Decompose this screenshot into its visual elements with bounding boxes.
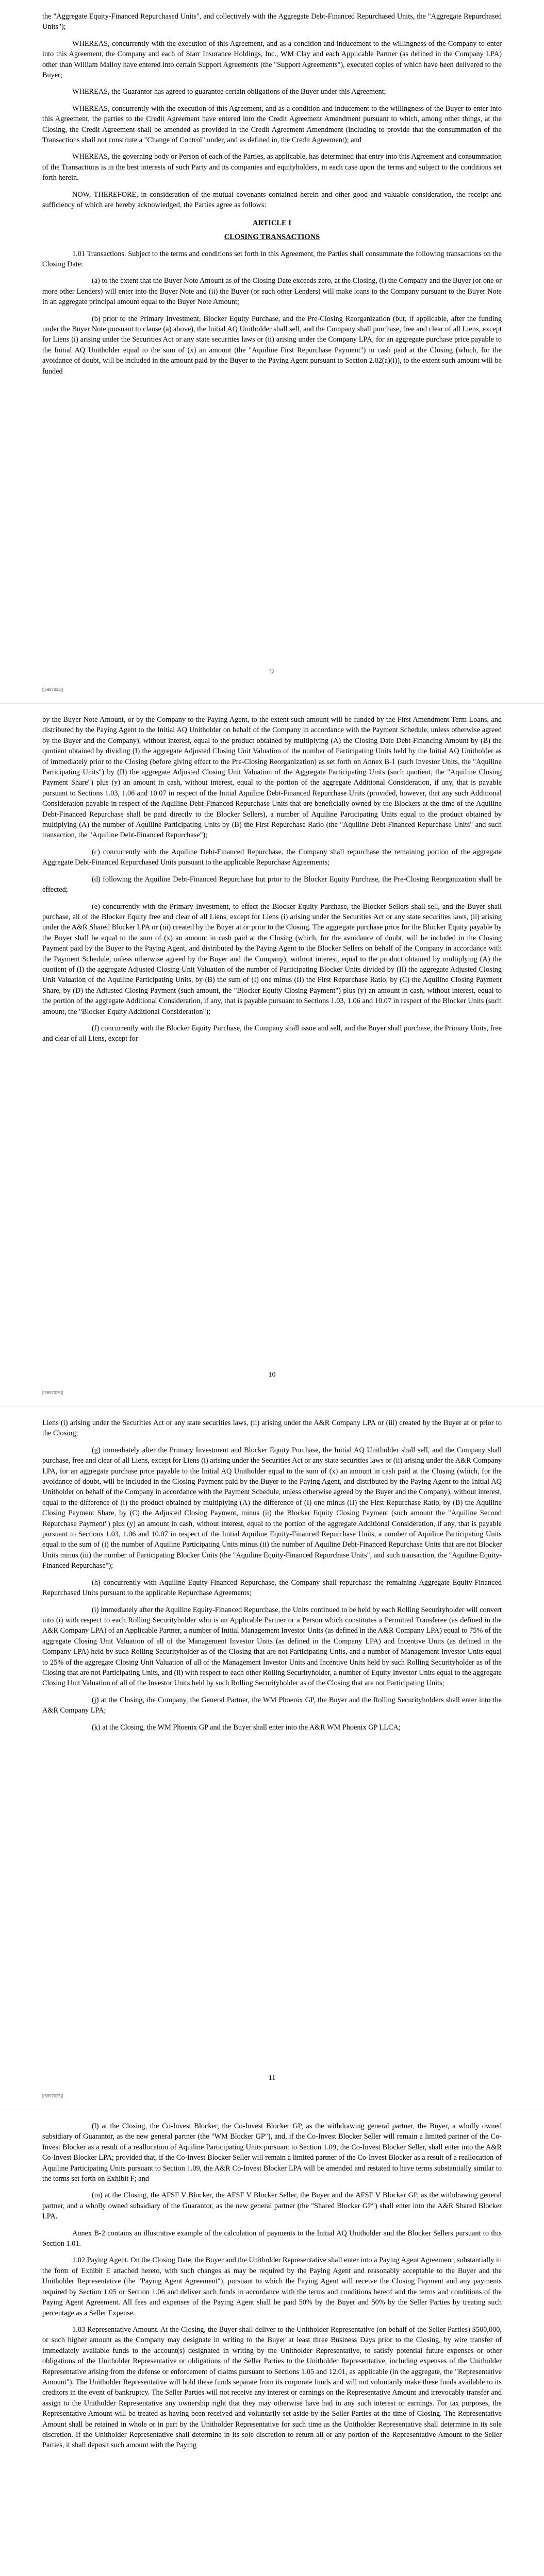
page-number: 9 — [270, 668, 274, 675]
page-10 — [0, 703, 544, 1406]
clause-c: (c) concurrently with the Aquiline Debt-Financed Repurchase, the Company shall repurchase the remaining portion of the aggregate Aggregate Debt-Financed Repurchased Units pursuant to the applicable Repurchase Agreements; — [42, 848, 502, 867]
page-11 — [0, 1406, 544, 2110]
clause-g: (g) immediately after the Primary Investment and Blocker Equity Purchase, the Initial AQ Unitholder shall sell, and the Company shall purchase, free and clear of all Liens, except for Liens (i) arising under the Securities Act or any state securities laws or (ii) arising under the A&R Company LPA, for an aggregate purchase price payable to the Initial AQ Unitholder equal to the sum of (x) an amount in cash paid at the Closing (which, for the avoidance of doubt, will be included in the Closing Payment paid by the Buyer to the Paying Agent, and distributed by the Paying Agent to the Initial AQ Unitholder on behalf of the Company in accordance with the Payment Schedule, unless otherwise agreed by the Buyer and the Company), without interest, equal to the difference of (i) the product obtained by multiplying (A) the difference of (I) one minus (II) the First Repurchase Ratio, by (B) the Aquiline Closing Payment Share, by (C) the Adjusted Closing Payment, minus (ii) the Blocker Equity Closing Payment (such amount the "Aquiline Second Repurchase Payment") plus (y) an amount in cash, without interest, equal to the portion of the aggregate Additional Consideration, if any, that is payable pursuant to Sections 1.03, 1.06 and 10.07 in respect of the Initial Aquiline Equity-Financed Repurchase Units, a number of Aquiline Participating Units equal to the sum of (i) the number of Aquiline Participating Units minus (ii) the number of Aquiline Debt-Financed Repurchase Units that are not Blocker Units minus (iii) the number of Participating Blocker Units (the "Aquiline Equity-Financed Repurchase Units", and such transaction, the "Aquiline Equity-Financed Repurchase"); — [42, 1446, 502, 1570]
paragraph-whereas-governing: WHEREAS, the governing body or Person of each of the Parties, as applicable, has determined that entry into this Agreement and consummation of the Transactions is in the best interests of such Party and its companies and equityholders, in each case upon the terms and subject to the conditions set forth herein. — [42, 152, 502, 182]
clause-d: (d) following the Aquiline Debt-Financed Repurchase but prior to the Blocker Equity Purchase, the Pre-Closing Reorganization shall be effected; — [42, 875, 502, 894]
page-12 — [0, 2110, 544, 2576]
footer-tag: [[5897025]] — [42, 687, 63, 692]
section-1-01: 1.01 Transactions. Subject to the terms and conditions set forth in this Agreement, the Parties shall consummate the following transactions on the Closing Date: — [42, 249, 502, 268]
clause-e: (e) concurrently with the Primary Investment, to effect the Blocker Equity Purchase, the Blocker Sellers shall sell, and the Buyer shall purchase, all of the Blocker Equity free and clear of all Liens, except for Liens (i) arising under the Securities Act or any state securities laws, (ii) arising under the A&R Shared Blocker LPA or (iii) created by the Buyer at or prior to the Closing. The aggregate purchase price for the Blocker Equity payable by the Buyer shall be equal to the sum of (x) an amount in cash paid at the Closing (which, for the avoidance of doubt, will be included in the Closing Payment paid by the Buyer to the Paying Agent, and distributed by the Paying Agent to the Blocker Sellers on behalf of the Company in accordance with the Payment Schedule, unless otherwise agreed by the Buyer and the Company), without interest, equal to the product obtained by multiplying (A) the quotient of (I) the aggregate Adjusted Closing Unit Valuation of the number of Participating Blocker Units divided by (II) the aggregate Adjusted Closing Unit Valuation of the Aquiline Participating Units, by (B) the sum of (I) one minus (II) the First Repurchase Ratio, by (C) the Aquiline Closing Payment Share, by (D) the Adjusted Closing Payment (such amount, the "Blocker Equity Closing Payment") plus (y) an amount in cash, without interest, equal to the portion of the aggregate Additional Consideration, if any, that is payable pursuant to Sections 1.03, 1.06 and 10.07 in respect of the Blocker Units (such amount, the "Blocker Equity Additional Consideration"); — [42, 902, 502, 1016]
paragraph-whereas-support: WHEREAS, concurrently with the execution of this Agreement, and as a condition and inducement to the willingness of the Company to enter into this Agreement, the Company and each of Starr Insurance Holdings, Inc., WM Clay and each Applicable Partner (as defined in the Company LPA) other than William Malloy have entered into certain Support Agreements (the "Support Agreements"), executed copies of which have been delivered to the Buyer; — [42, 39, 502, 80]
page-number: 11 — [268, 2074, 276, 2082]
footer-tag: [[5897025]] — [42, 1391, 63, 1395]
page-number: 10 — [268, 1371, 276, 1379]
clause-i: (i) immediately after the Aquiline Equity-Financed Repurchase, the Units continued to be held by each Rolling Securityholder will convert into (i) with respect to each Rolling Securityholder who is an Applicable Partner or a Person which constitutes a Permitted Transferee (as defined in the A&R Company LPA) of an Applicable Partner, a number of Initial Management Investor Units (as defined in the A&R Company LPA) equal to 75% of the aggregate Closing Unit Valuation of all of the Management Investor Units (as defined in the Company LPA) and Incentive Units (as defined in the Company LPA) held by such Rolling Securityholder as of the Closing that are not Participating Units, and a number of Management Investor Units equal to 25% of the aggregate Closing Unit Valuation of all of the Management Investor Units and Incentive Units held by such Rolling Securityholder as of the Closing that are not Participating Units, and (ii) with respect to each other Rolling Securityholder, a number of Equity Investor Units equal to the aggregate Closing Unit Valuation of all of the Investor Units held by such Rolling Securityholder as of the Closing that are not Participating Units; — [42, 1605, 502, 1688]
paragraph-whereas-guarantor: WHEREAS, the Guarantor has agreed to guarantee certain obligations of the Buyer under this Agreement; — [72, 88, 386, 96]
footer-tag: [[5897025]] — [42, 2094, 63, 2098]
section-1-02: 1.02 Paying Agent. On the Closing Date, the Buyer and the Unitholder Representative shall enter into a Paying Agent Agreement, substantially in the form of Exhibit E attached hereto, with such changes as may be required by the Paying Agent and reasonably acceptable to the Buyer and the Unitholder Representative (the "Paying Agent Agreement"), pursuant to which the Paying Agent will receive the Closing Payment and any payments required by Section 1.05 or Section 1.06 and deliver such funds in accordance with the terms and conditions hereof and the terms and conditions of the Paying Agent Agreement. All fees and expenses of the Paying Agent shall be paid 50% by the Buyer and 50% by the Seller Parties by treating such percentage as a Seller Expense. — [42, 2256, 502, 2317]
page-9 — [0, 0, 544, 703]
clause-b: (b) prior to the Primary Investment, Blocker Equity Purchase, and the Pre-Closing Reorganization (but, if applicable, after the funding under the Buyer Note pursuant to clause (a) above), the Initial AQ Unitholder shall sell, and the Company shall purchase, free and clear of all Liens, except for Liens (i) arising under the Securities Act or any state securities laws or (ii) arising under the Company LPA, for an aggregate purchase price payable to the Initial AQ Unitholder equal to the sum of (x) an amount (the "Aquiline First Repurchase Payment") in cash paid at the Closing (which, for the avoidance of doubt, will be included in the amount paid by the Buyer to the Paying Agent pursuant to Section 2.02(a)(i)), to the extent such amount will be funded — [42, 314, 502, 376]
paragraph-now-therefore: NOW, THEREFORE, in consideration of the mutual covenants contained herein and other good and valuable consideration, the receipt and sufficiency of which are hereby acknowledged, the Parties agree as follows: — [42, 190, 502, 210]
clause-f: (f) concurrently with the Blocker Equity Purchase, the Company shall issue and sell, and the Buyer shall purchase, the Primary Units, free and clear of all Liens, except for — [42, 1024, 502, 1043]
paragraph-annex-b2: Annex B-2 contains an illustrative example of the calculation of payments to the Initial AQ Unitholder and the Blocker Sellers pursuant to this Section 1.01. — [42, 2229, 502, 2248]
article-title: CLOSING TRANSACTIONS — [224, 232, 320, 241]
clause-l: (l) at the Closing, the Co-Invest Blocker, the Co-Invest Blocker GP, as the withdrawing general partner, the Buyer, a wholly owned subsidiary of Guarantor, as the new general partner (the "WM Blocker GP"), and, if the Co-Invest Blocker Seller will remain a limited partner of the Co-Invest Blocker as a result of a reallocation of Aquiline Participating Units pursuant to Section 1.09, the Co-Invest Blocker Seller, shall enter into the A&R Co-Invest Blocker LPA; provided that, if the Co-Invest Blocker Seller will remain a limited partner of the Co-Invest Blocker as a result of a reallocation of Aquiline Participating Units pursuant to Section 1.09, the A&R Co-Invest Blocker LPA will be amended and restated to have terms substantially similar to the terms set forth on Exhibit F; and — [42, 2122, 502, 2183]
clause-b-continued: by the Buyer Note Amount, or by the Company to the Paying Agent, to the extent such amount will be funded by the First Amendment Term Loans, and distributed by the Paying Agent to the Initial AQ Unitholder on behalf of the Company in accordance with the Payment Schedule, unless otherwise agreed by the Buyer and the Company), without interest, equal to the product obtained by multiplying (A) the Closing Date Debt-Financing Amount by (B) the quotient obtained by dividing (I) the aggregate Adjusted Closing Unit Valuation of the number of Participating Units held by the Initial AQ Unitholder as of immediately prior to the Closing (before giving effect to the Pre-Closing Reorganization) as set forth on Annex B-1 (such Investor Units, the "Aquiline Participating Units") by (II) the aggregate Adjusted Closing Unit Valuation of the Aggregate Participating Units (such quotient, the "Aquiline Closing Payment Share") plus (y) an amount in cash, without interest, equal to the portion of the aggregate Additional Consideration, if any, that is payable pursuant to Sections 1.03, 1.06 and 10.07 in respect of the Initial Aquiline Debt-Financed Repurchase Units (provided, however, that any such Additional Consideration payable in respect of the Aquiline Debt-Financed Repurchase Units that are beneficially owned by the Blockers at the time of the Aquiline Debt-Financed Repurchase shall be paid directly to the Blocker Sellers), a number of Aquiline Participating Units equal to the product obtained by multiplying (A) the number of Aquiline Participating Units by (B) the First Repurchase Ratio (the "Aquiline Debt-Financed Repurchase Units" and such transaction, the "Aquiline Debt-Financed Repurchase"); — [42, 716, 502, 840]
clause-f-continued: Liens (i) arising under the Securities Act or any state securities laws, (ii) arising under the A&R Company LPA or (iii) created by the Buyer at or prior to the Closing; — [42, 1419, 502, 1438]
clause-a: (a) to the extent that the Buyer Note Amount as of the Closing Date exceeds zero, at the Closing, (i) the Company and the Buyer (or one or more other Lenders) will enter into the Buyer Note and (ii) the Buyer (or such other Lenders) will make loans to the Company pursuant to the Buyer Note in an aggregate principal amount equal to the Buyer Note Amount; — [42, 277, 502, 307]
clause-m: (m) at the Closing, the AFSF V Blocker, the AFSF V Blocker Seller, the Buyer and the AFSF V Blocker GP, as the withdrawing general partner, and a wholly owned subsidiary of the Guarantor, as the new general partner (the "Shared Blocker GP") shall enter into the A&R Shared Blocker LPA. — [42, 2191, 502, 2221]
article-heading: ARTICLE I — [253, 218, 291, 227]
clause-k: (k) at the Closing, the WM Phoenix GP and the Buyer shall enter into the A&R WM Phoenix GP LLCA; — [92, 1723, 401, 1732]
clause-j: (j) at the Closing, the Company, the General Partner, the WM Phoenix GP, the Buyer and the Rolling Securityholders shall enter into the A&R Company LPA; — [42, 1696, 502, 1715]
clause-h: (h) concurrently with Aquiline Equity-Financed Repurchase, the Company shall repurchase the remaining Aggregate Equity-Financed Repurchased Units pursuant to the applicable Repurchase Agreements; — [42, 1578, 502, 1598]
section-1-03: 1.03 Representative Amount. At the Closing, the Buyer shall deliver to the Unitholder Representative (on behalf of the Seller Parties) $500,000, or such higher amount as the Company may designate in writing to the Buyer at least three Business Days prior to the Closing, by wire transfer of immediately available funds to the account(s) designated in writing by the Unitholder Representative, to satisfy potential future expenses or other obligations of the Unitholder Representative or obligations of the Seller Parties to the Unitholder Representative, including expenses of the Unitholder Representative arising from the defense or enforcement of claims pursuant to Sections 1.05 and 12.01, as applicable (in the aggregate, the "Representative Amount"). The Unitholder Representative will hold these funds separate from its corporate funds and will not voluntarily make these funds available to its creditors in the event of bankruptcy. The Seller Parties will not receive any interest or earnings on the Representative Amount and irrevocably transfer and assign to the Unitholder Representative any ownership right that they may otherwise have had in any such interest or earnings. For tax purposes, the Representative Amount will be treated as having been received and voluntarily set aside by the Seller Parties at the time of Closing. The Representative Amount shall be retained in whole or in part by the Unitholder Representative for such time as the Unitholder Representative shall determine in its sole discretion. If the Unitholder Representative shall determine in its sole discretion to return all or any portion of the Representative Amount to the Seller Parties, it shall deposit such amount with the Paying — [42, 2325, 502, 2450]
paragraph-whereas-credit: WHEREAS, concurrently with the execution of this Agreement, and as a condition and inducement to the willingness of the Buyer to enter into this Agreement, the parties to the Credit Agreement have entered into the Credit Agreement Amendment pursuant to which, among other things, at the Closing, the Credit Agreement shall be amended as provided in the Credit Agreement Amendment (including to provide that the consummation of the Transactions shall not constitute a "Change of Control" under, and as defined in, the Credit Agreement); and — [42, 104, 502, 145]
paragraph-intro: the "Aggregate Equity-Financed Repurchased Units", and collectively with the Aggregate Debt-Financed Repurchased Units, the "Aggregate Repurchased Units"); — [42, 12, 502, 31]
